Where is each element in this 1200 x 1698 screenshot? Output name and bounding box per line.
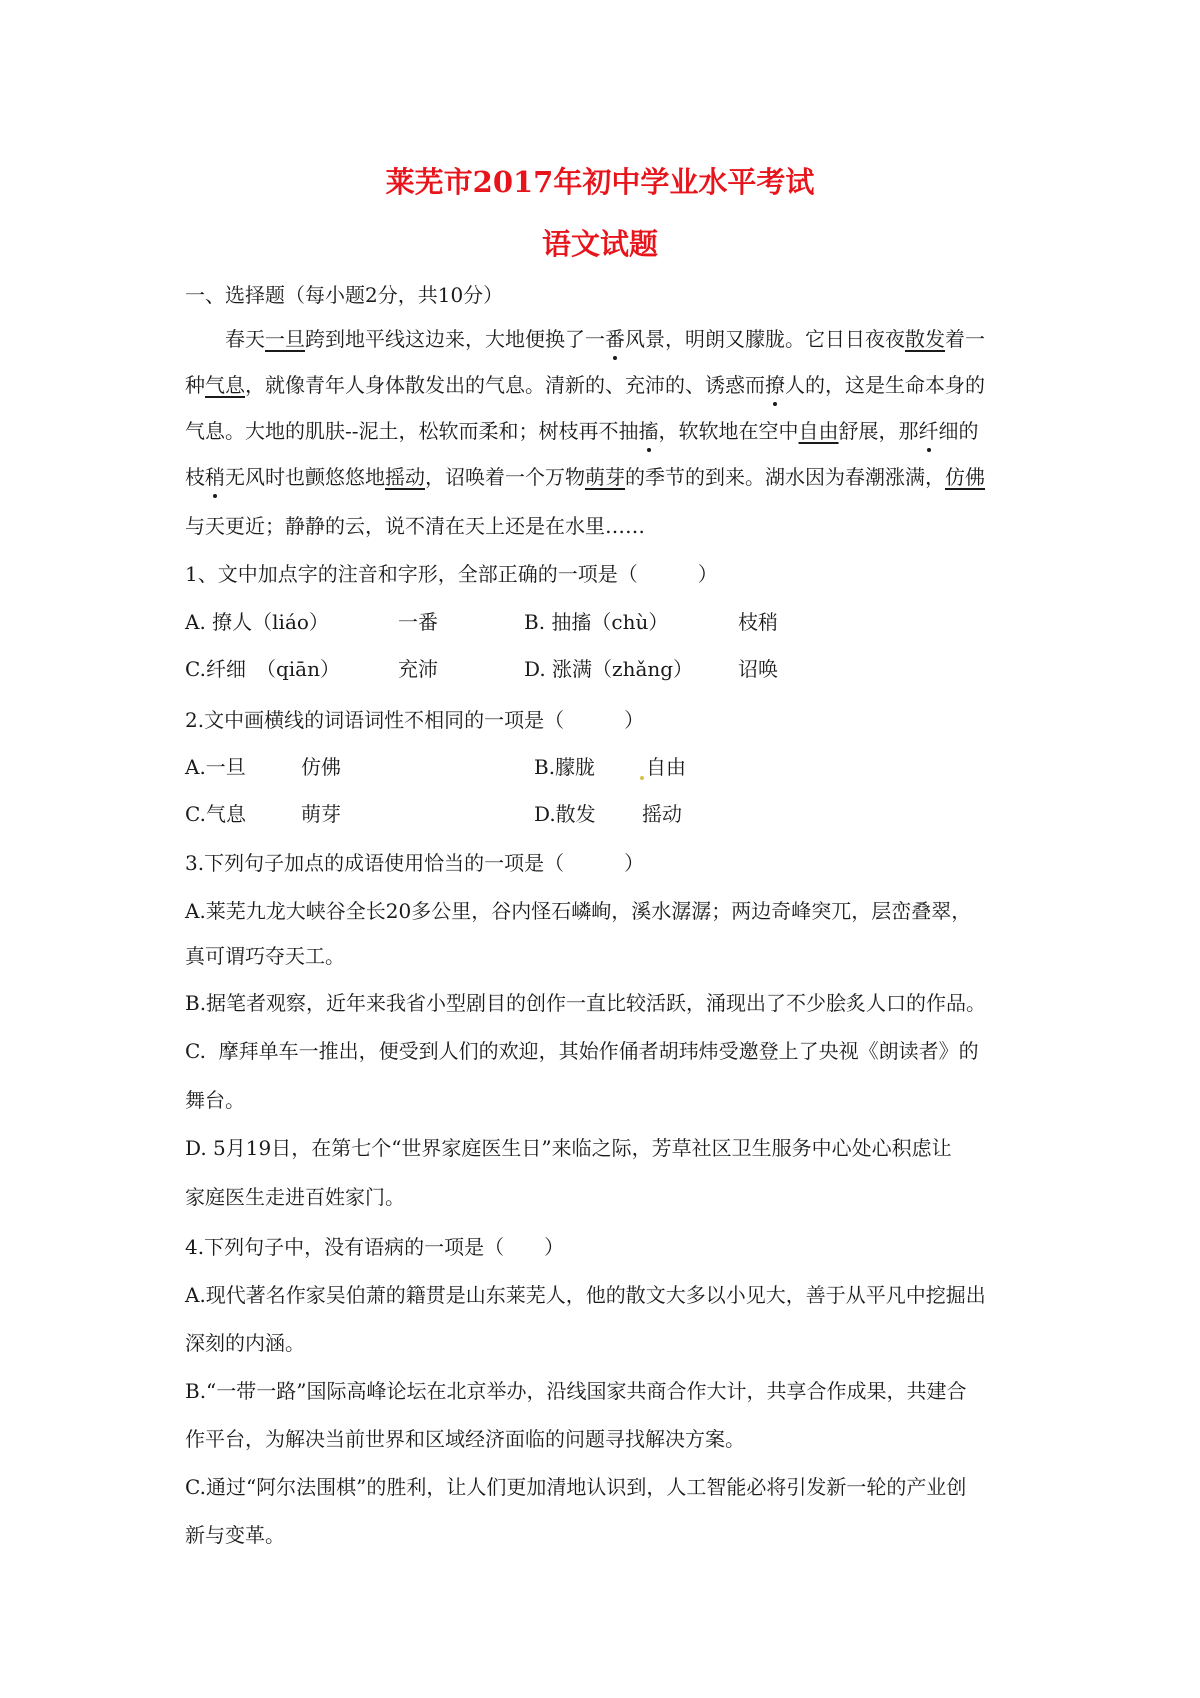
q3-option-b: B.据笔者观察，近年来我省小型剧目的创作一直比较活跃，涌现出了不少脍炙人口的作品。 xyxy=(185,991,987,1015)
q4-option-b-line-1: B.“一带一路”国际高峰论坛在北京举办，沿线国家共商合作大计，共享合作成果，共建合 xyxy=(185,1379,967,1403)
q3-option-c-line-2: 舞台。 xyxy=(185,1088,245,1112)
q2-option-b: B.朦胧 xyxy=(534,755,596,779)
q3-option-a-line-1: A.莱芜九龙大峡谷全长20多公里，谷内怪石嶙峋，溪水潺潺；两边奇峰突兀，层峦叠翠， xyxy=(185,899,972,923)
passage-line-1: 春天一旦跨到地平线这边来，大地便换了一番风景，明朗又朦胧。它日日夜夜散发着一 xyxy=(225,327,985,351)
q3-option-d-line-2: 家庭医生走进百姓家门。 xyxy=(185,1185,405,1209)
passage-line-3: 气息。大地的肌肤--泥土，松软而柔和；树枝再不抽搐，软软地在空中自由舒展，那纤细的 xyxy=(185,419,979,443)
q1-option-c: C.纤细 （qiān） xyxy=(185,657,340,681)
highlight-mark xyxy=(640,776,644,780)
section-heading: 一、选择题（每小题2分，共10分） xyxy=(185,283,504,307)
question-4-stem: 4.下列句子中，没有语病的一项是（ ） xyxy=(185,1235,565,1259)
q1-option-d-word: 诏唤 xyxy=(738,657,778,681)
exam-title: 莱芜市2017年初中学业水平考试 xyxy=(385,165,815,199)
q3-option-c-line-1: C. 摩拜单车一推出，便受到人们的欢迎，其始作俑者胡玮炜受邀登上了央视《朗读者》的 xyxy=(185,1039,979,1063)
passage-line-5: 与天更近；静静的云，说不清在天上还是在水里…… xyxy=(185,514,645,538)
q3-option-d-line-1: D. 5月19日，在第七个“世界家庭医生日”来临之际，芳草社区卫生服务中心处心积虑让 xyxy=(185,1136,952,1160)
q2-option-d-word: 摇动 xyxy=(642,802,682,826)
q4-option-b-line-2: 作平台，为解决当前世界和区域经济面临的问题寻找解决方案。 xyxy=(185,1427,745,1451)
q2-option-a-word: 仿佛 xyxy=(301,755,341,779)
q2-option-d: D.散发 xyxy=(534,802,596,826)
q3-option-a-line-2: 真可谓巧夺天工。 xyxy=(185,944,345,968)
q1-option-a: A. 撩人（liáo） xyxy=(185,610,329,634)
q2-option-c-word: 萌芽 xyxy=(301,802,341,826)
q4-option-a-line-1: A.现代著名作家吴伯萧的籍贯是山东莱芜人，他的散文大多以小见大，善于从平凡中挖掘出 xyxy=(185,1283,986,1307)
question-2-stem: 2.文中画横线的词语词性不相同的一项是（ ） xyxy=(185,708,645,732)
question-3-stem: 3.下列句子加点的成语使用恰当的一项是（ ） xyxy=(185,851,645,875)
q4-option-c-line-2: 新与变革。 xyxy=(185,1523,285,1547)
q1-option-c-word: 充沛 xyxy=(398,657,438,681)
question-1-stem: 1、文中加点字的注音和字形，全部正确的一项是（ ） xyxy=(185,562,718,586)
q1-option-d: D. 涨满（zhǎng） xyxy=(524,657,694,681)
q4-option-a-line-2: 深刻的内涵。 xyxy=(185,1331,305,1355)
q2-option-a: A.一旦 xyxy=(185,755,246,779)
q2-option-b-word: 自由 xyxy=(640,754,686,780)
passage-line-2: 种气息，就像青年人身体散发出的气息。清新的、充沛的、诱惑而撩人的，这是生命本身的 xyxy=(185,373,985,397)
passage-line-4: 枝稍无风时也颤悠悠地摇动，诏唤着一个万物萌芽的季节的到来。湖水因为春潮涨满，仿佛 xyxy=(185,465,985,489)
q1-option-b-word: 枝稍 xyxy=(738,610,778,634)
exam-subtitle: 语文试题 xyxy=(541,227,658,261)
q1-option-b: B. 抽搐（chù） xyxy=(524,610,669,634)
q1-option-a-word: 一番 xyxy=(398,610,438,634)
q4-option-c-line-1: C.通过“阿尔法围棋”的胜利，让人们更加清地认识到，人工智能必将引发新一轮的产业创 xyxy=(185,1475,967,1499)
q2-option-c: C.气息 xyxy=(185,802,246,826)
